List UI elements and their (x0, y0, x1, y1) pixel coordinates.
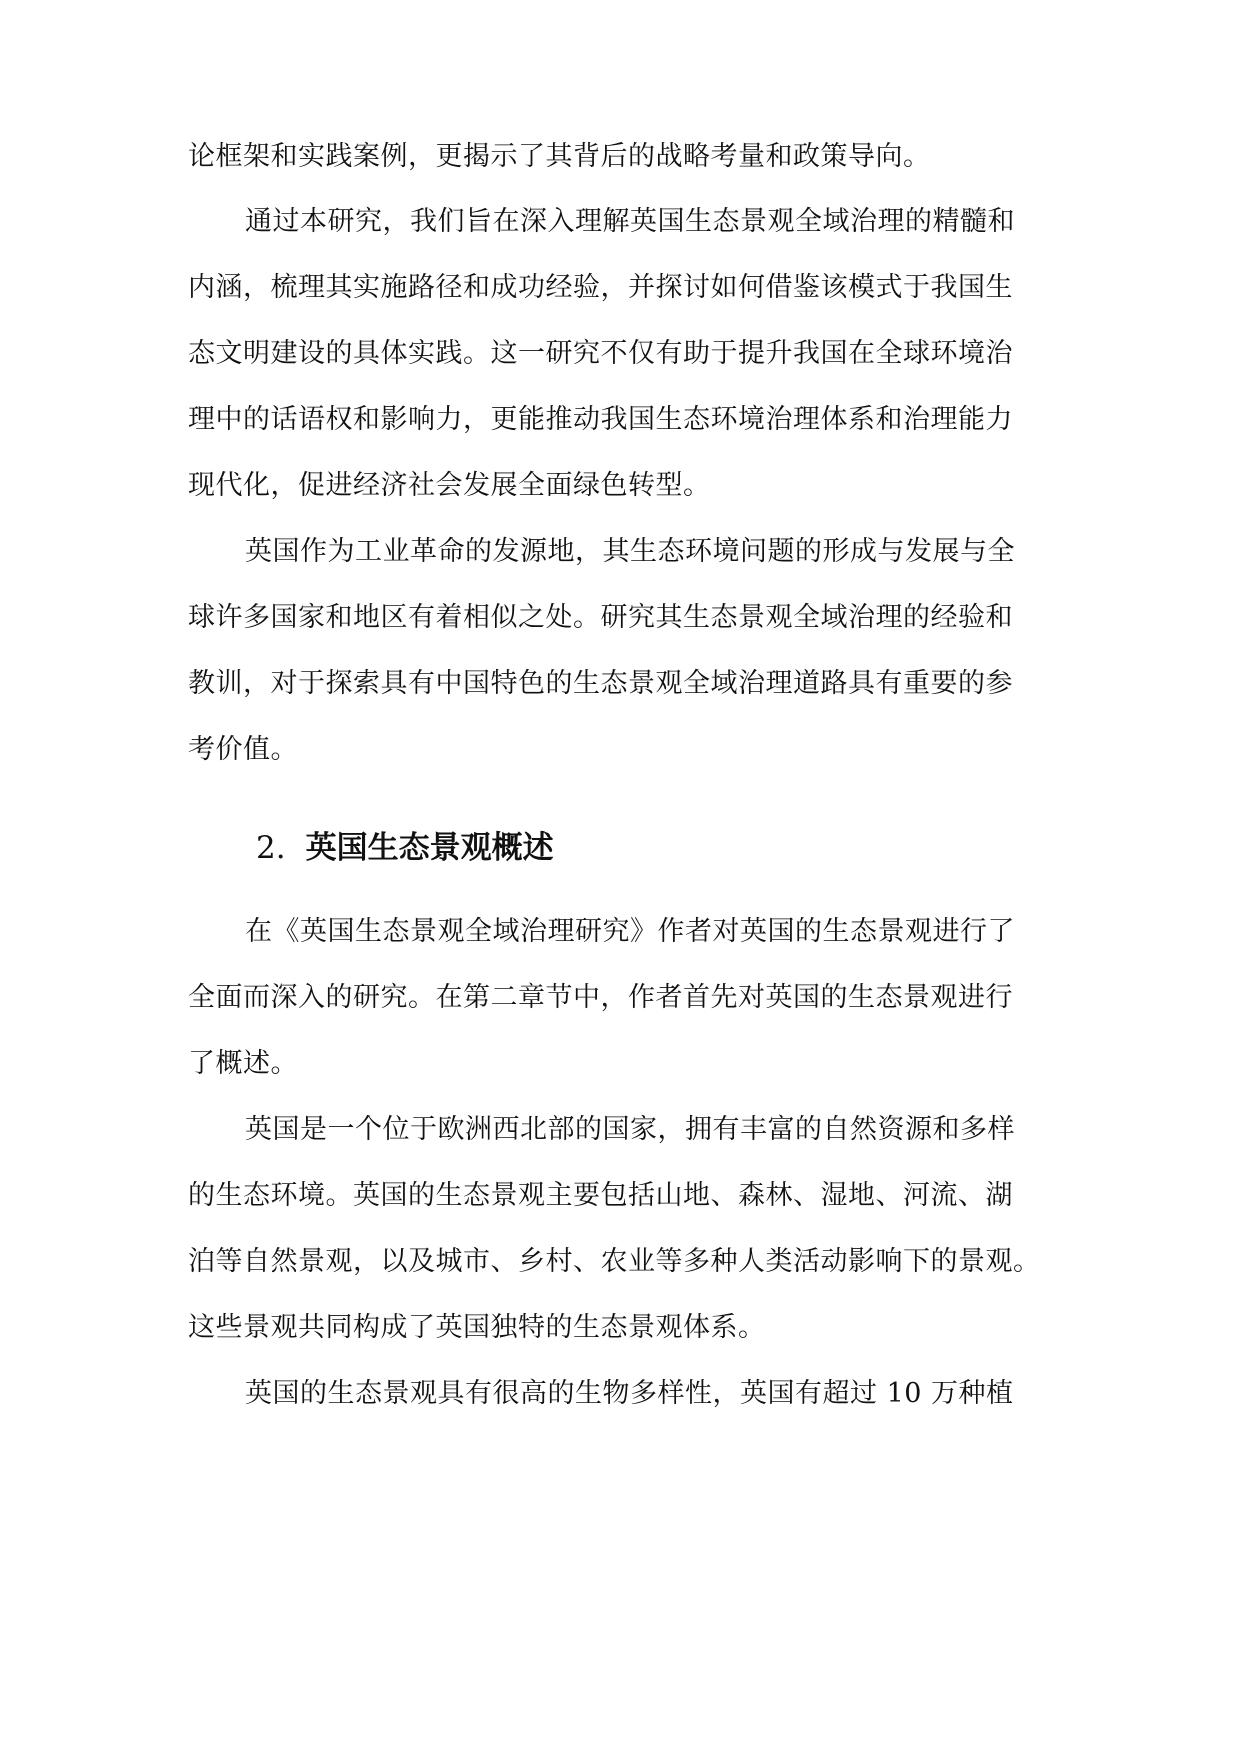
paragraph-line: 态文明建设的具体实践。这一研究不仅有助于提升我国在全球环境治 (188, 338, 1013, 369)
paragraph-line: 英国的生态景观具有很高的生物多样性，英国有超过 10 万种植 (245, 1378, 1014, 1409)
paragraph-line: 英国作为工业革命的发源地，其生态环境问题的形成与发展与全 (245, 536, 1015, 567)
paragraph-line: 的生态环境。英国的生态景观主要包括山地、森林、湿地、河流、湖 (188, 1180, 1013, 1211)
section-title: 英国生态景观概述 (305, 830, 554, 866)
paragraph-line: 通过本研究，我们旨在深入理解英国生态景观全域治理的精髓和 (245, 206, 1015, 237)
paragraph-line: 论框架和实践案例，更揭示了其背后的战略考量和政策导向。 (188, 141, 931, 172)
paragraph-line: 球许多国家和地区有着相似之处。研究其生态景观全域治理的经验和 (188, 602, 1013, 633)
section-heading (256, 826, 554, 870)
paragraph-line: 了概述。 (188, 1048, 298, 1079)
paragraph-line: 英国是一个位于欧洲西北部的国家，拥有丰富的自然资源和多样 (245, 1114, 1015, 1145)
paragraph-line: 现代化，促进经济社会发展全面绿色转型。 (188, 470, 711, 501)
paragraph-line: 泊等自然景观，以及城市、乡村、农业等多种人类活动影响下的景观。 (188, 1246, 1041, 1277)
paragraph-line: 教训，对于探索具有中国特色的生态景观全域治理道路具有重要的参 (188, 668, 1013, 699)
paragraph-line: 理中的话语权和影响力，更能推动我国生态环境治理体系和治理能力 (188, 404, 1013, 435)
paragraph-line: 内涵，梳理其实施路径和成功经验，并探讨如何借鉴该模式于我国生 (188, 272, 1013, 303)
paragraph-line: 全面而深入的研究。在第二章节中，作者首先对英国的生态景观进行 (188, 982, 1013, 1013)
section-number: 2. (256, 830, 286, 866)
paragraph-line: 在《英国生态景观全域治理研究》作者对英国的生态景观进行了 (245, 916, 1015, 947)
paragraph-line: 考价值。 (188, 734, 298, 765)
paragraph-line: 这些景观共同构成了英国独特的生态景观体系。 (188, 1312, 766, 1343)
